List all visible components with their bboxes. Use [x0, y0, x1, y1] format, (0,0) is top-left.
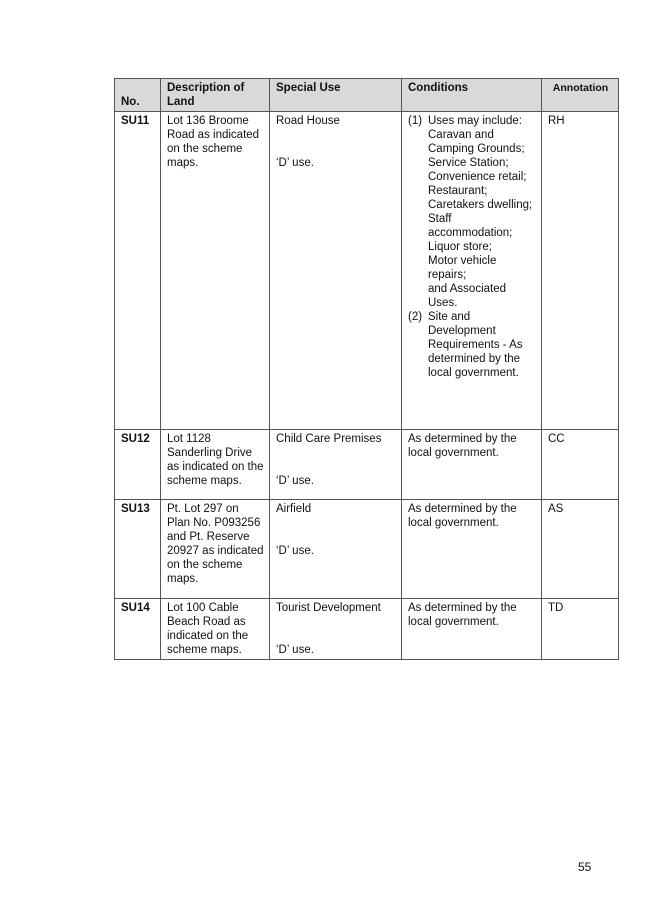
condition-number: (1) [408, 115, 423, 127]
header-special-use: Special Use [270, 79, 402, 112]
use-class: ‘D’ use. [276, 157, 314, 169]
conditions-list [408, 114, 536, 380]
use-name: Tourist Development [276, 602, 381, 614]
condition-text: Uses may include: [428, 115, 522, 127]
row-special-use [270, 430, 402, 500]
row-conditions [402, 112, 542, 430]
use-class: ‘D’ use. [276, 644, 314, 656]
condition-subitem: Service Station; [428, 157, 509, 169]
row-number: SU11 [115, 112, 161, 430]
use-name: Airfield [276, 503, 312, 515]
row-conditions: As determined by the local government. [402, 599, 542, 660]
row-number: SU13 [115, 500, 161, 599]
use-name: Child Care Premises [276, 433, 382, 445]
condition-item [408, 114, 536, 310]
row-annotation: AS [542, 500, 619, 599]
header-description: Description of Land [161, 79, 270, 112]
row-description: Lot 100 Cable Beach Road as indicated on the scheme maps. [161, 599, 270, 660]
table-row [115, 112, 619, 430]
row-description: Lot 136 Broome Road as indicated on the scheme maps. [161, 112, 270, 430]
row-annotation: TD [542, 599, 619, 660]
row-annotation: CC [542, 430, 619, 500]
condition-subitem: Restaurant; [428, 185, 488, 197]
condition-item [408, 310, 536, 380]
row-number: SU14 [115, 599, 161, 660]
table-row [115, 599, 619, 660]
row-conditions: As determined by the local government. [402, 430, 542, 500]
page-number: 55 [578, 860, 592, 874]
table-header-row [115, 79, 619, 112]
row-special-use [270, 500, 402, 599]
condition-subitem: Motor vehicle repairs; [428, 255, 497, 281]
row-description: Pt. Lot 297 on Plan No. P093256 and Pt. Reserve 20927 as indicated on the scheme maps. [161, 500, 270, 599]
row-description: Lot 1128 Sanderling Drive as indicated on the scheme maps. [161, 430, 270, 500]
condition-subitem: Caretakers dwelling; [428, 199, 533, 211]
row-special-use [270, 112, 402, 430]
condition-subitem: Liquor store; [428, 241, 492, 253]
row-annotation: RH [542, 112, 619, 430]
condition-number: (2) [408, 311, 423, 323]
header-annotation: Annotation [542, 79, 619, 112]
condition-subitem: Convenience retail; [428, 171, 527, 183]
condition-subitem: Caravan and Camping Grounds; [428, 129, 525, 155]
row-conditions: As determined by the local government. [402, 500, 542, 599]
header-no: No. [115, 79, 161, 112]
use-class: ‘D’ use. [276, 545, 314, 557]
row-special-use [270, 599, 402, 660]
header-conditions: Conditions [402, 79, 542, 112]
use-name: Road House [276, 115, 340, 127]
condition-subitem: and Associated Uses. [428, 283, 507, 309]
row-number: SU12 [115, 430, 161, 500]
table-row [115, 430, 619, 500]
condition-text: Site and Development Requirements - As determined by the local government. [428, 311, 523, 379]
special-use-table [114, 78, 619, 660]
condition-subitem: Staff accommodation; [428, 213, 513, 239]
use-class: ‘D’ use. [276, 475, 314, 487]
table-row [115, 500, 619, 599]
